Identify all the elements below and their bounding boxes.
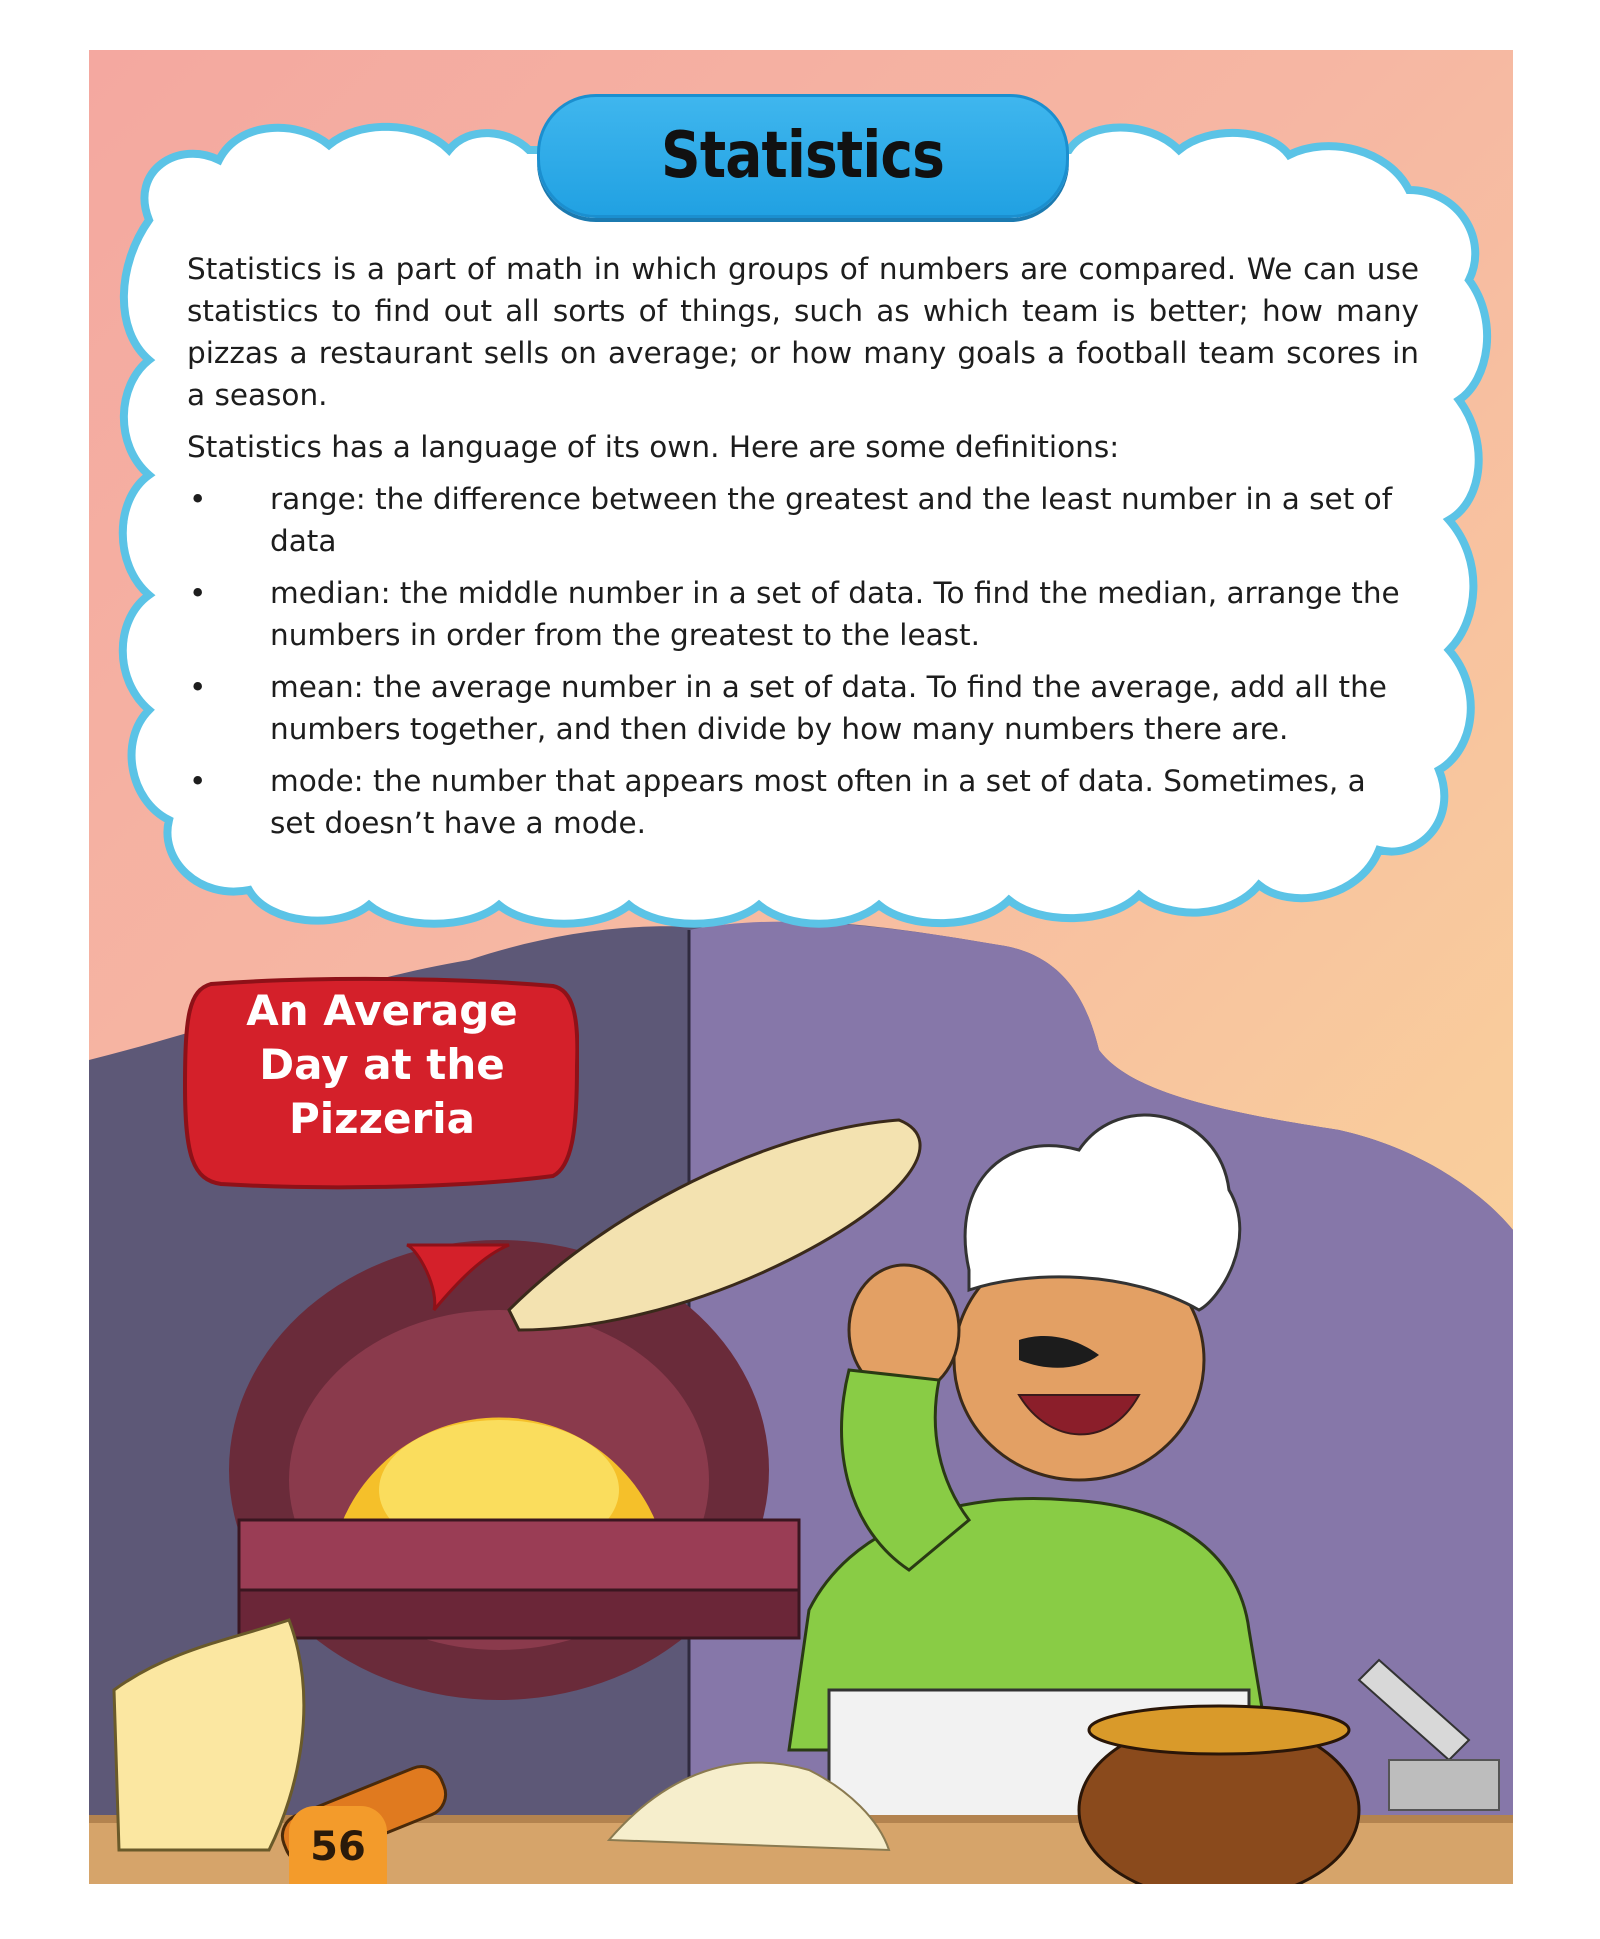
page-number: 56: [310, 1824, 366, 1870]
bullet: •: [189, 482, 207, 516]
statistics-text: [187, 248, 1419, 854]
definitions-intro: Statistics has a language of its own. Here are some definitions:: [187, 430, 1120, 464]
bubble-line-1: An Average: [246, 986, 518, 1035]
definition-mode: mode: the number that appears most often in a set of data. Sometimes, a set doesn’t have a mode.: [270, 764, 1366, 840]
definition-mean: mean: the average number in a set of data. To find the average, add all the numbers together, and then divide by how many numbers there are.: [270, 670, 1387, 746]
list-item: [187, 666, 1419, 750]
intro-paragraph: Statistics is a part of math in which groups of numbers are compared. We can use statistics to find out all sorts of things, such as which team is better; how many pizzas a restaurant sells on average; or how many goals a football team scores in a season.: [187, 252, 1419, 412]
bubble-line-3: Pizzeria: [288, 1094, 475, 1143]
list-item: [187, 572, 1419, 656]
definition-range: range: the difference between the greatest and the least number in a set of data: [270, 482, 1393, 558]
book-page: [89, 50, 1513, 1884]
bullet: •: [189, 576, 207, 610]
definition-median: median: the middle number in a set of data. To find the median, arrange the numbers in order from the greatest to the least.: [270, 576, 1400, 652]
bullet: •: [189, 670, 207, 704]
list-item: [187, 760, 1419, 844]
bullet: •: [189, 764, 207, 798]
list-item: [187, 478, 1419, 562]
definitions-list: [187, 478, 1419, 844]
speech-tail: [407, 1245, 509, 1310]
bubble-line-2: Day at the: [259, 1040, 505, 1089]
title-banner: [537, 94, 1069, 218]
page-number-badge: [289, 1806, 387, 1884]
page-title: Statistics: [661, 119, 945, 193]
speech-bubble-text: [185, 984, 579, 1146]
